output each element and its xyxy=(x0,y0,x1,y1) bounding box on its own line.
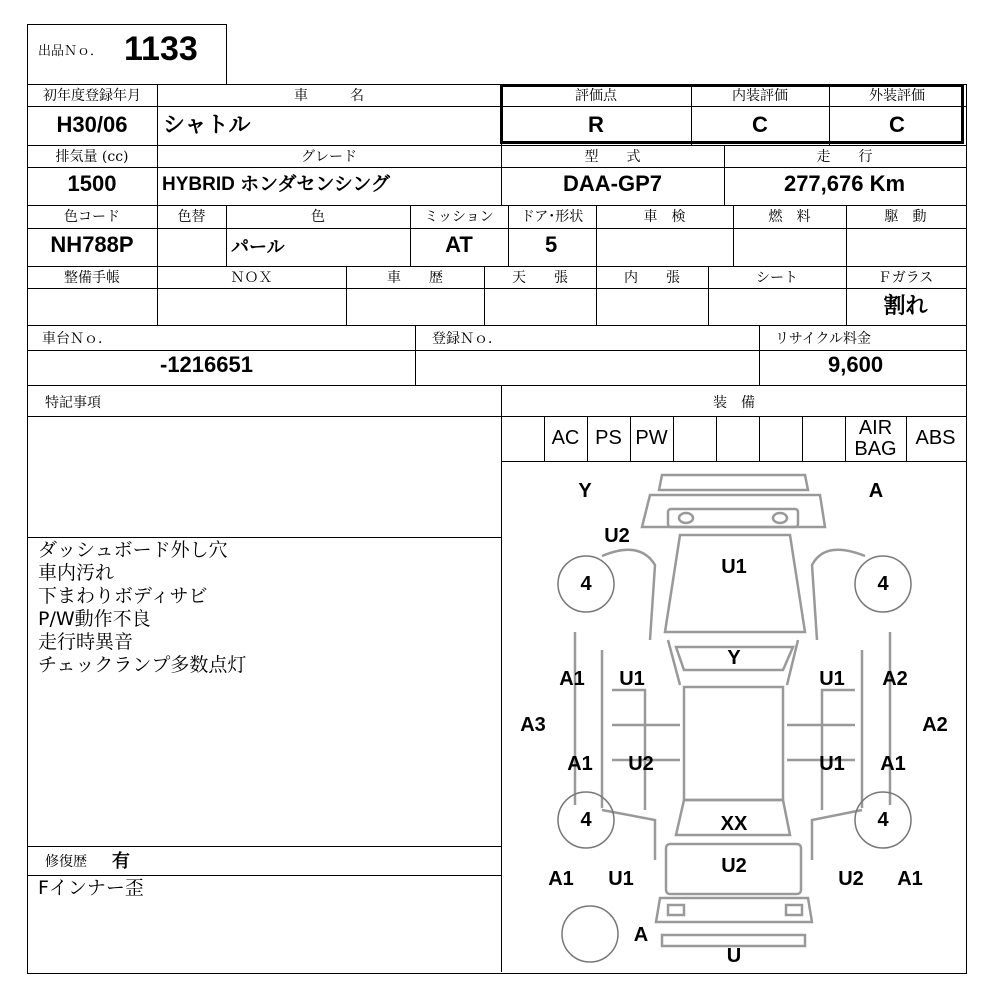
chassis-no-value: -1216651 xyxy=(160,352,253,377)
drive-label: 駆 動 xyxy=(884,209,927,225)
mark-u1-left-1: U1 xyxy=(619,668,645,690)
mark-y-windshield: Y xyxy=(727,647,741,669)
color-label: 色 xyxy=(311,209,325,225)
displacement-label: 排気量 (cc) xyxy=(55,149,129,165)
equipment-ac: AC xyxy=(551,427,580,449)
score-label: 評価点 xyxy=(575,88,617,104)
nox-label: ＮＯＸ xyxy=(230,270,273,286)
note-line: 下まわりボディサビ xyxy=(38,585,208,607)
mark-a-bottom: A xyxy=(633,924,649,946)
color-value: パール xyxy=(231,237,285,257)
mark-a1-left-2: A1 xyxy=(567,753,593,775)
mark-a2-right: A2 xyxy=(922,714,948,736)
rule xyxy=(27,416,967,417)
equipment-airbag-2: BAG xyxy=(854,438,897,460)
equipment-pw: PW xyxy=(635,427,668,449)
first-reg-value: H30/06 xyxy=(56,112,128,137)
mission-value: AT xyxy=(445,232,473,257)
mark-u1-right-2: U1 xyxy=(819,753,845,775)
door-label: ドア･形状 xyxy=(520,209,584,225)
first-reg-label: 初年度登録年月 xyxy=(43,88,141,104)
service-book-label: 整備手帳 xyxy=(64,270,120,286)
equipment-abs: ABS xyxy=(915,427,956,449)
exterior-value: C xyxy=(889,112,905,137)
f-glass-label: Ｆガラス xyxy=(877,270,934,286)
mark-a1-right-2: A1 xyxy=(880,753,906,775)
mark-u2-bottom-right: U2 xyxy=(838,868,864,890)
mark-u1-right-1: U1 xyxy=(819,668,845,690)
mark-u2-top: U2 xyxy=(604,525,630,547)
mark-a2-right-1: A2 xyxy=(882,668,908,690)
mark-u2-left-2: U2 xyxy=(628,753,654,775)
interior-label: 内装評価 xyxy=(732,88,788,104)
mark-a1-bottom-right: A1 xyxy=(897,868,923,890)
rule xyxy=(27,846,501,847)
mark-wheel-fr: 4 xyxy=(877,573,889,595)
mileage-value: 277,676 Km xyxy=(783,171,906,196)
color-code-label: 色コード xyxy=(64,209,120,225)
note-line: 走行時異音 xyxy=(38,631,134,653)
mark-a3-left: A3 xyxy=(520,714,546,736)
rule xyxy=(673,416,674,461)
mark-a1-bottom-left: A1 xyxy=(548,868,574,890)
rule xyxy=(27,205,967,206)
mileage-label: 走 行 xyxy=(816,149,873,165)
model-value: DAA-GP7 xyxy=(562,171,662,196)
car-name-label: 車 名 xyxy=(294,88,364,104)
rule xyxy=(27,385,967,386)
mission-label: ミッション xyxy=(424,209,494,225)
rule xyxy=(27,875,501,876)
color-change-label: 色替 xyxy=(177,209,206,225)
mark-wheel-rr: 4 xyxy=(877,809,889,831)
rule xyxy=(716,416,717,461)
mark-y-top-left: Y xyxy=(578,480,592,502)
mark-a-top-right: A xyxy=(868,480,884,502)
lot-number: 1133 xyxy=(124,30,198,68)
displacement-value: 1500 xyxy=(67,171,117,196)
color-code-value: NH788P xyxy=(50,232,134,257)
car-diagram xyxy=(501,462,966,972)
fuel-label: 燃 料 xyxy=(768,209,811,225)
notes-label: 特記事項 xyxy=(45,395,101,411)
f-glass-value: 割れ xyxy=(883,293,928,318)
rule xyxy=(759,416,760,461)
rule xyxy=(27,288,967,289)
rule xyxy=(27,228,967,229)
rule xyxy=(802,416,803,461)
lot-label: 出品Ｎｏ． xyxy=(38,44,104,59)
interior-value: C xyxy=(752,112,768,137)
mark-u2-trunk: U2 xyxy=(721,855,747,877)
grade-label: グレード xyxy=(301,149,357,165)
equipment-ps: PS xyxy=(595,427,622,449)
mark-a1-left-1: A1 xyxy=(559,668,585,690)
rule xyxy=(27,325,967,326)
interior-trim-label: 内 張 xyxy=(624,270,680,286)
seat-label: シート xyxy=(756,270,798,286)
equipment-label: 装 備 xyxy=(713,395,755,411)
note-line: ダッシュボード外し穴 xyxy=(38,539,228,561)
door-value: 5 xyxy=(545,232,558,257)
sunroof-label: 天 張 xyxy=(512,270,568,286)
mark-wheel-fl: 4 xyxy=(580,573,592,595)
repair-note: Fインナー歪 xyxy=(38,877,144,899)
rule xyxy=(27,145,967,146)
inspection-label: 車 検 xyxy=(643,209,686,225)
history-label: 車 歴 xyxy=(387,270,443,286)
mark-u1-bottom-left: U1 xyxy=(608,868,634,890)
equipment-airbag-1: AIR xyxy=(858,417,893,439)
mark-xx-rear-glass: XX xyxy=(720,813,748,835)
recycle-label: リサイクル料金 xyxy=(775,331,872,347)
mark-u1-hood: U1 xyxy=(721,556,747,578)
car-name-value: シャトル xyxy=(163,112,251,137)
rule xyxy=(27,167,967,168)
chassis-no-label: 車台Ｎｏ． xyxy=(42,331,112,347)
exterior-label: 外装評価 xyxy=(869,88,925,104)
grade-value: HYBRID ホンダセンシング xyxy=(162,174,391,195)
recycle-value: 9,600 xyxy=(828,352,884,377)
note-line: P/W動作不良 xyxy=(38,608,151,630)
repair-label: 修復歴 xyxy=(45,854,87,870)
repair-value: 有 xyxy=(112,851,130,871)
reg-no-label: 登録Ｎｏ． xyxy=(432,331,502,347)
score-value: R xyxy=(588,112,604,137)
model-label: 型 式 xyxy=(584,149,641,165)
rule xyxy=(759,325,760,385)
mark-u-bottom: U xyxy=(726,945,742,967)
rule xyxy=(415,325,416,385)
rule xyxy=(27,537,501,538)
mark-wheel-rl: 4 xyxy=(580,809,592,831)
rule xyxy=(27,266,967,267)
note-line: チェックランプ多数点灯 xyxy=(38,654,247,676)
note-line: 車内汚れ xyxy=(38,562,115,584)
